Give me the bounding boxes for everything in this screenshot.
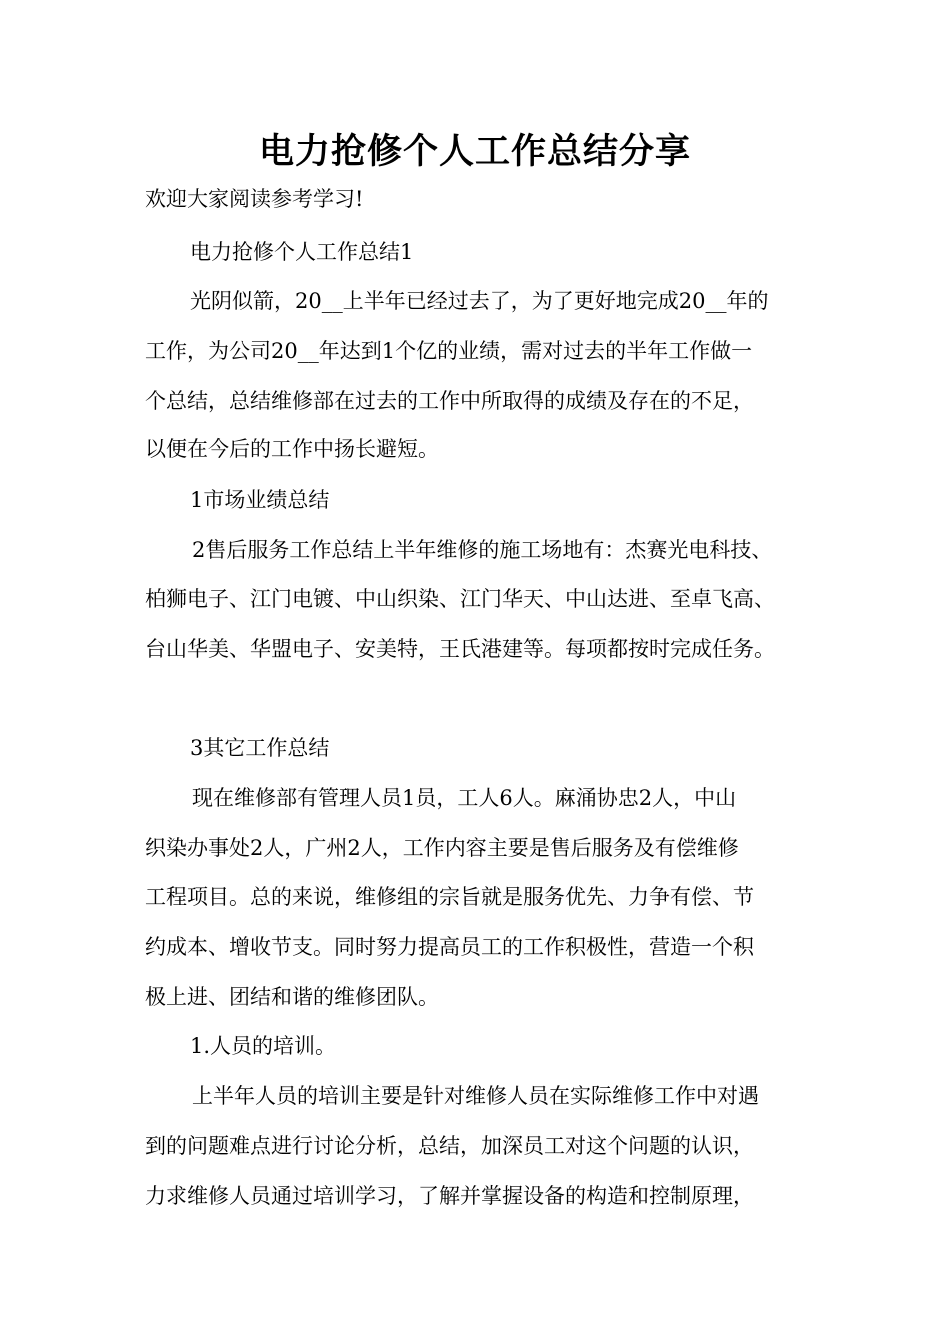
paragraph-line: 上半年人员的培训主要是针对维修人员在实际维修工作中对遇 [192,1084,759,1108]
paragraph-line: 现在维修部有管理人员1员，工人6人。麻涌协忠2人，中山 [192,786,737,810]
paragraph-line: 力求维修人员通过培训学习，了解并掌握设备的构造和控制原理， [145,1184,754,1208]
intro-text: 欢迎大家阅读参考学习! [145,187,364,211]
section-heading: 电力抢修个人工作总结1 [190,240,414,264]
paragraph-line: 工作，为公司20__年达到1个亿的业绩，需对过去的半年工作做一 [145,339,753,363]
paragraph-line: 以便在今后的工作中扬长避短。 [145,437,439,461]
sub-heading: 1.人员的培训。 [190,1034,337,1058]
paragraph-line: 光阴似箭，20__上半年已经过去了，为了更好地完成20__年的 [190,289,769,313]
paragraph-line: 个总结，总结维修部在过去的工作中所取得的成绩及存在的不足， [145,389,754,413]
item-heading: 1市场业绩总结 [190,488,330,512]
paragraph-line: 2售后服务工作总结上半年维修的施工场地有：杰赛光电科技、 [192,538,773,562]
paragraph-line: 台山华美、华盟电子、安美特，王氏港建等。每项都按时完成任务。 [145,637,775,661]
paragraph-line: 织染办事处2人，广州2人，工作内容主要是售后服务及有偿维修 [145,836,739,860]
document-title: 电力抢修个人工作总结分享 [258,132,691,172]
paragraph-line: 约成本、增收节支。同时努力提高员工的工作积极性，营造一个积 [145,935,754,959]
paragraph-line: 工程项目。总的来说，维修组的宗旨就是服务优先、力争有偿、节 [145,885,754,909]
paragraph-line: 柏狮电子、江门电镀、中山织染、江门华天、中山达进、至卓飞高、 [145,587,775,611]
paragraph-line: 到的问题难点进行讨论分析，总结，加深员工对这个问题的认识， [145,1134,754,1158]
paragraph-line: 极上进、团结和谐的维修团队。 [145,985,439,1009]
item-heading: 3其它工作总结 [190,736,330,760]
